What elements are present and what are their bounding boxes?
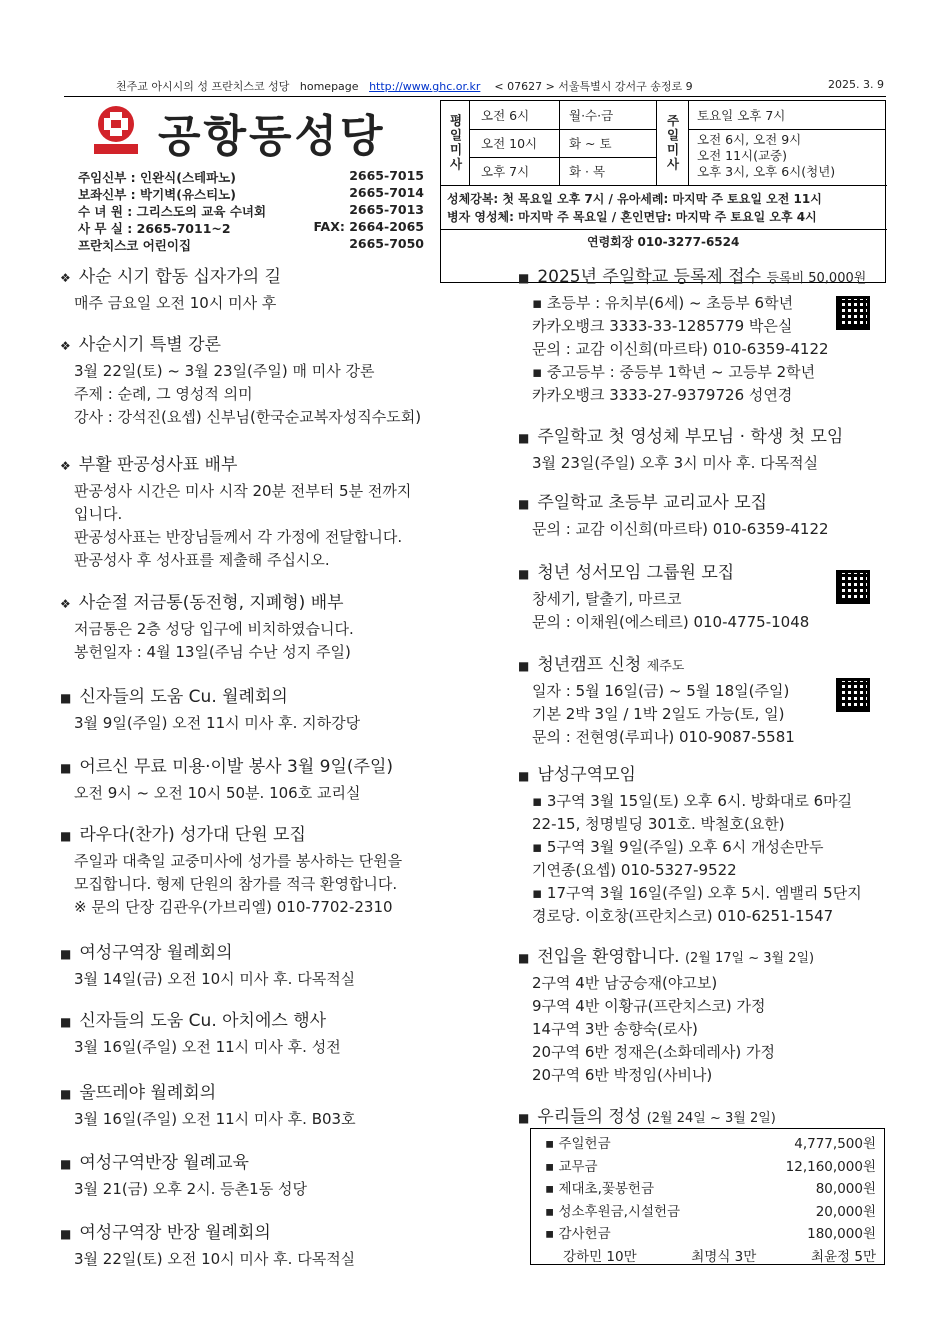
homepage-link[interactable]: http://www.ghc.or.kr — [369, 80, 481, 93]
notice-line: 20구역 6반 정재은(소화데레사) 가정 — [532, 1043, 776, 1061]
notice-title — [518, 422, 843, 447]
notice-title-text: 울뜨레야 월례회의 — [79, 1083, 217, 1103]
notice-line: 경로당. 이호창(프란치스코) 010-6251-1547 — [532, 907, 834, 925]
offering-row — [545, 1154, 876, 1177]
bullet-icon: ❖ — [60, 459, 71, 473]
staff-phone: 2665-7014 — [349, 185, 424, 200]
notice-line: 주일과 대축일 교중미사에 성가를 봉사하는 단원을 — [74, 852, 403, 870]
notice-line: 모집합니다. 형제 단원의 참가를 적극 환영합니다. — [74, 875, 398, 893]
staff-phone: 2665-7015 — [349, 168, 424, 183]
notice-line: 창세기, 탈출기, 마르코 — [532, 590, 682, 608]
notice-section — [60, 1218, 355, 1271]
notice-line: 문의 : 이채원(에스테르) 010-4775-1048 — [532, 613, 810, 631]
notice-title-text: 부활 판공성사표 배부 — [78, 455, 238, 475]
bullet-icon: ■ — [60, 1015, 72, 1029]
notice-title — [60, 682, 360, 707]
donor-name: 최명식 3만 — [691, 1248, 757, 1265]
offering-amount: 80,000원 — [815, 1181, 876, 1198]
mass-note-2: 병자 영성체: 마지막 주 목요일 / 혼인면담: 마지막 주 토요일 오후 4시 — [447, 209, 817, 224]
notice-section — [518, 558, 809, 634]
notice-line: ▪ 17구역 3월 16일(주일) 오후 5시. 엠밸리 5단지 — [532, 884, 862, 902]
notice-title-text: 신자들의 도움 Cu. 월례회의 — [79, 687, 288, 707]
notice-section — [60, 330, 421, 429]
notice-line: 2구역 4반 남궁승재(야고보) — [532, 974, 718, 992]
offering-amount: 4,777,500원 — [794, 1136, 876, 1153]
weekday-mass-label: 평일미사 — [448, 114, 463, 172]
notice-line: 봉헌일자 : 4월 13일(주님 수난 성지 주일) — [74, 643, 351, 661]
weekday-mass-days: 월·수·금 — [569, 108, 614, 123]
notice-line: 14구역 3반 송향숙(로사) — [532, 1020, 698, 1038]
staff-row — [78, 168, 424, 185]
notice-title-text: 2025년 주일학교 등록제 접수 — [537, 267, 762, 287]
sunday-mass-label: 주일미사 — [665, 114, 680, 172]
notice-line: 오전 9시 ~ 오전 10시 50분. 106호 교리실 — [74, 784, 361, 802]
offering-amount: 180,000원 — [807, 1226, 876, 1243]
staff-label: 보좌신부 : 박기벽(유스티노) — [78, 187, 236, 202]
weekday-mass-time: 오전 6시 — [481, 108, 530, 123]
qr-code-icon[interactable] — [836, 570, 870, 604]
notice-line: 판공성사 후 성사표를 제출해 주십시오. — [74, 551, 330, 569]
offering-row — [545, 1176, 876, 1199]
notice-line: ※ 문의 단장 김관우(가브리엘) 010-7702-2310 — [74, 898, 393, 916]
notice-section — [60, 1006, 341, 1059]
church-logo-icon — [94, 104, 138, 156]
notice-title-text: 여성구역장 반장 월례회의 — [79, 1223, 271, 1243]
notice-title — [518, 262, 866, 287]
notice-line: 3월 16일(주일) 오전 11시 미사 후. B03호 — [74, 1110, 356, 1128]
notice-line: 카카오뱅크 3333-33-1285779 박은실 — [532, 317, 793, 335]
notice-line: 9구역 4반 이황규(프란치스코) 가정 — [532, 997, 766, 1015]
bullet-icon: ■ — [518, 951, 530, 965]
notice-title — [60, 450, 411, 475]
notice-title — [60, 938, 355, 963]
staff-label: 사 무 실 : 2665-7011~2 — [78, 221, 231, 236]
notice-subtitle: (2월 24일 ~ 3월 2일) — [646, 1111, 776, 1126]
qr-code-icon[interactable] — [836, 678, 870, 712]
notice-title-text: 주일학교 첫 영성체 부모님 · 학생 첫 모임 — [537, 427, 844, 447]
notice-title-text: 어르신 무료 미용·이발 봉사 3월 9일(주일) — [79, 757, 393, 777]
staff-phone: 2665-7050 — [349, 236, 424, 251]
staff-row — [78, 185, 424, 202]
parish-line: 천주교 아시시의 성 프란치스코 성당 — [116, 80, 290, 93]
offering-label: ▪ 주일헌금 — [545, 1136, 611, 1153]
offering-amount: 20,000원 — [815, 1203, 876, 1220]
donor-name: 최윤정 5만 — [810, 1248, 876, 1265]
sunday-mass-saturday: 토요일 오후 7시 — [697, 108, 786, 123]
notice-subtitle: 등록비 50,000원 — [766, 271, 867, 286]
notice-line: 문의 : 전현영(루피나) 010-9087-5581 — [532, 728, 795, 746]
notice-title — [60, 330, 421, 355]
bullet-icon: ■ — [518, 431, 530, 445]
bullet-icon: ■ — [60, 947, 72, 961]
notice-line: 문의 : 교감 이신희(마르타) 010-6359-4122 — [532, 340, 829, 358]
notice-subtitle: (2월 17일 ~ 3월 2일) — [684, 951, 815, 966]
bullet-icon: ❖ — [60, 271, 71, 285]
staff-row — [78, 219, 424, 236]
notice-section — [60, 262, 281, 315]
notice-section — [60, 588, 354, 664]
notice-line: 카카오뱅크 3333-27-9379726 성연경 — [532, 386, 793, 404]
notice-title — [60, 588, 354, 613]
notice-line: 22-15, 청명빌딩 301호. 박철호(요한) — [532, 815, 785, 833]
notice-line: 일자 : 5월 16일(금) ~ 5월 18일(주일) — [532, 682, 790, 700]
mass-schedule — [440, 100, 886, 283]
sunday-mass-time-2: 오전 11시(교중) — [697, 148, 788, 163]
notice-title — [518, 488, 829, 513]
notice-title-text: 라우다(찬가) 성가대 단원 모집 — [79, 825, 306, 845]
notice-line: ▪ 초등부 : 유치부(6세) ~ 초등부 6학년 — [532, 294, 794, 312]
bullet-icon: ■ — [60, 829, 72, 843]
notice-title — [60, 1218, 355, 1243]
notice-line: 3월 22일(토) ~ 3월 23일(주일) 매 미사 강론 — [74, 362, 375, 380]
notice-title-text: 전입을 환영합니다. — [537, 947, 680, 967]
offering-label: ▪ 성소후원금,시설헌금 — [545, 1203, 681, 1220]
staff-phone: FAX: 2664-2065 — [313, 219, 424, 234]
staff-label: 수 녀 원 : 그리스도의 교육 수녀회 — [78, 204, 267, 219]
notice-title — [60, 1148, 307, 1173]
staff-label: 프란치스코 어린이집 — [78, 238, 192, 253]
weekday-mass-time: 오전 10시 — [481, 136, 538, 151]
notice-title-text: 여성구역장 월례회의 — [79, 943, 233, 963]
notice-line: 판공성사표는 반장님들께서 각 가정에 전달합니다. — [74, 528, 403, 546]
notice-section — [60, 938, 355, 991]
staff-phone: 2665-7013 — [349, 202, 424, 217]
notice-title-text: 사순절 저금통(동전형, 지폐형) 배부 — [78, 593, 344, 613]
notice-line: 저금통은 2층 성당 입구에 비치하였습니다. — [74, 620, 354, 638]
notice-section — [60, 1148, 307, 1201]
notice-line: 판공성사 시간은 미사 시작 20분 전부터 5분 전까지 — [74, 482, 412, 500]
mass-note-1: 성체강복: 첫 목요일 오후 7시 / 유아세례: 마지막 주 토요일 오전 11시 — [447, 191, 822, 206]
notice-section — [60, 682, 360, 735]
offering-thanks — [545, 1244, 876, 1266]
notice-line: 문의 : 교감 이신희(마르타) 010-6359-4122 — [532, 520, 829, 538]
notice-title-text: 신자들의 도움 Cu. 아치에스 행사 — [79, 1011, 327, 1031]
staff-list — [78, 168, 424, 253]
bullet-icon: ❖ — [60, 339, 71, 353]
offering-label: ▪ 교무금 — [545, 1158, 598, 1175]
notice-line: 주제 : 순례, 그 영성적 의미 — [74, 385, 253, 403]
notice-section — [518, 262, 866, 407]
weekday-mass-time: 오후 7시 — [481, 164, 530, 179]
notice-title-text: 우리들의 정성 — [537, 1107, 642, 1127]
bullet-icon: ■ — [518, 567, 530, 581]
notice-line: ▪ 5구역 3월 9일(주일) 오후 6시 개성손만두 — [532, 838, 824, 856]
notice-section — [60, 820, 402, 919]
notice-title — [60, 820, 402, 845]
notice-line: 20구역 6반 박정임(사비나) — [532, 1066, 713, 1084]
bullet-icon: ❖ — [60, 597, 71, 611]
notice-line: 매주 금요일 오전 10시 미사 후 — [74, 294, 277, 312]
offering-row — [545, 1221, 876, 1244]
notice-title-text: 사순시기 특별 강론 — [78, 335, 221, 355]
notice-title-text: 여성구역반장 월례교육 — [79, 1153, 249, 1173]
sunday-mass-time-3: 오후 3시, 오후 6시(청년) — [697, 164, 836, 179]
header-rule — [64, 96, 886, 97]
notice-line: 기연종(요셉) 010-5327-9522 — [532, 861, 737, 879]
notice-line: 3월 14일(금) 오전 10시 미사 후. 다목적실 — [74, 970, 356, 988]
notice-section — [518, 422, 843, 475]
notice-section — [518, 488, 829, 541]
homepage-label: homepage — [299, 80, 359, 93]
bullet-icon: ■ — [60, 691, 72, 705]
sunday-mass-time-1: 오전 6시, 오전 9시 — [697, 132, 802, 147]
donor-name: 강하민 10만 — [563, 1248, 637, 1265]
notice-title — [518, 942, 814, 967]
notice-section — [60, 752, 393, 805]
staff-row — [78, 202, 424, 219]
notice-line: 기본 2박 3일 / 1박 2일도 가능(토, 일) — [532, 705, 785, 723]
offerings-table — [530, 1128, 885, 1265]
bullet-icon: ■ — [60, 761, 72, 775]
notice-title — [60, 262, 281, 287]
notice-line: ▪ 중고등부 : 중등부 1학년 ~ 고등부 2학년 — [532, 363, 816, 381]
offering-amount: 12,160,000원 — [785, 1158, 876, 1175]
notice-section — [518, 650, 795, 749]
notice-title-text: 청년캠프 신청 — [537, 655, 642, 675]
bullet-icon: ■ — [60, 1087, 72, 1101]
notice-line: 3월 21(금) 오후 2시. 등촌1동 성당 — [74, 1180, 307, 1198]
bullet-icon: ■ — [518, 271, 530, 285]
bullet-icon: ■ — [60, 1157, 72, 1171]
bullet-icon: ■ — [518, 1111, 530, 1125]
offering-label: ▪ 감사헌금 — [545, 1226, 611, 1243]
qr-code-icon[interactable] — [836, 296, 870, 330]
notice-line: 3월 9일(주일) 오전 11시 미사 후. 지하강당 — [74, 714, 361, 732]
bullet-icon: ■ — [518, 659, 530, 673]
bullet-icon: ■ — [518, 769, 530, 783]
page-title: 공항동성당 — [158, 111, 386, 162]
staff-label: 주임신부 : 인완식(스테파노) — [78, 170, 236, 185]
address: < 07627 > 서울특별시 강서구 송정로 9 — [494, 80, 693, 93]
notice-title — [518, 650, 795, 675]
notice-title-text: 주일학교 초등부 교리교사 모집 — [537, 493, 768, 513]
weekday-mass-days: 화 ~ 토 — [569, 136, 612, 151]
notice-line: 강사 : 강석진(요셉) 신부님(한국순교복자성직수도회) — [74, 408, 422, 426]
header-line — [64, 78, 884, 94]
notice-line: 3월 23일(주일) 오후 3시 미사 후. 다목적실 — [532, 454, 819, 472]
issue-date: 2025. 3. 9 — [828, 78, 884, 91]
notice-title-text: 남성구역모임 — [537, 765, 636, 785]
notice-section — [518, 942, 814, 1087]
notice-title-text: 사순 시기 합동 십자가의 길 — [78, 267, 282, 287]
notice-line: ▪ 3구역 3월 15일(토) 오후 6시. 방화대로 6마길 — [532, 792, 853, 810]
notice-title — [60, 752, 393, 777]
bullet-icon: ■ — [60, 1227, 72, 1241]
notice-title — [518, 1102, 776, 1127]
notice-section — [518, 760, 862, 928]
bullet-icon: ■ — [518, 497, 530, 511]
offering-row — [545, 1199, 876, 1222]
notice-line: 입니다. — [74, 505, 123, 523]
notice-title — [518, 558, 809, 583]
staff-row — [78, 236, 424, 253]
notice-title — [60, 1006, 341, 1031]
funeral-contact: 연령회장 010-3277-6524 — [587, 234, 740, 249]
weekday-mass-days: 화 · 목 — [569, 164, 606, 179]
offering-label: ▪ 제대초,꽃봉헌금 — [545, 1181, 655, 1198]
notice-section — [60, 1078, 356, 1131]
notice-title — [60, 1078, 356, 1103]
notice-title — [518, 760, 862, 785]
notice-line: 3월 16일(주일) 오전 11시 미사 후. 성전 — [74, 1038, 341, 1056]
notice-line: 3월 22일(토) 오전 10시 미사 후. 다목적실 — [74, 1250, 356, 1268]
notice-title-text: 청년 성서모임 그룹원 모집 — [537, 563, 735, 583]
offering-row — [545, 1131, 876, 1154]
notice-section — [60, 450, 411, 572]
notice-subtitle: 제주도 — [646, 659, 685, 674]
